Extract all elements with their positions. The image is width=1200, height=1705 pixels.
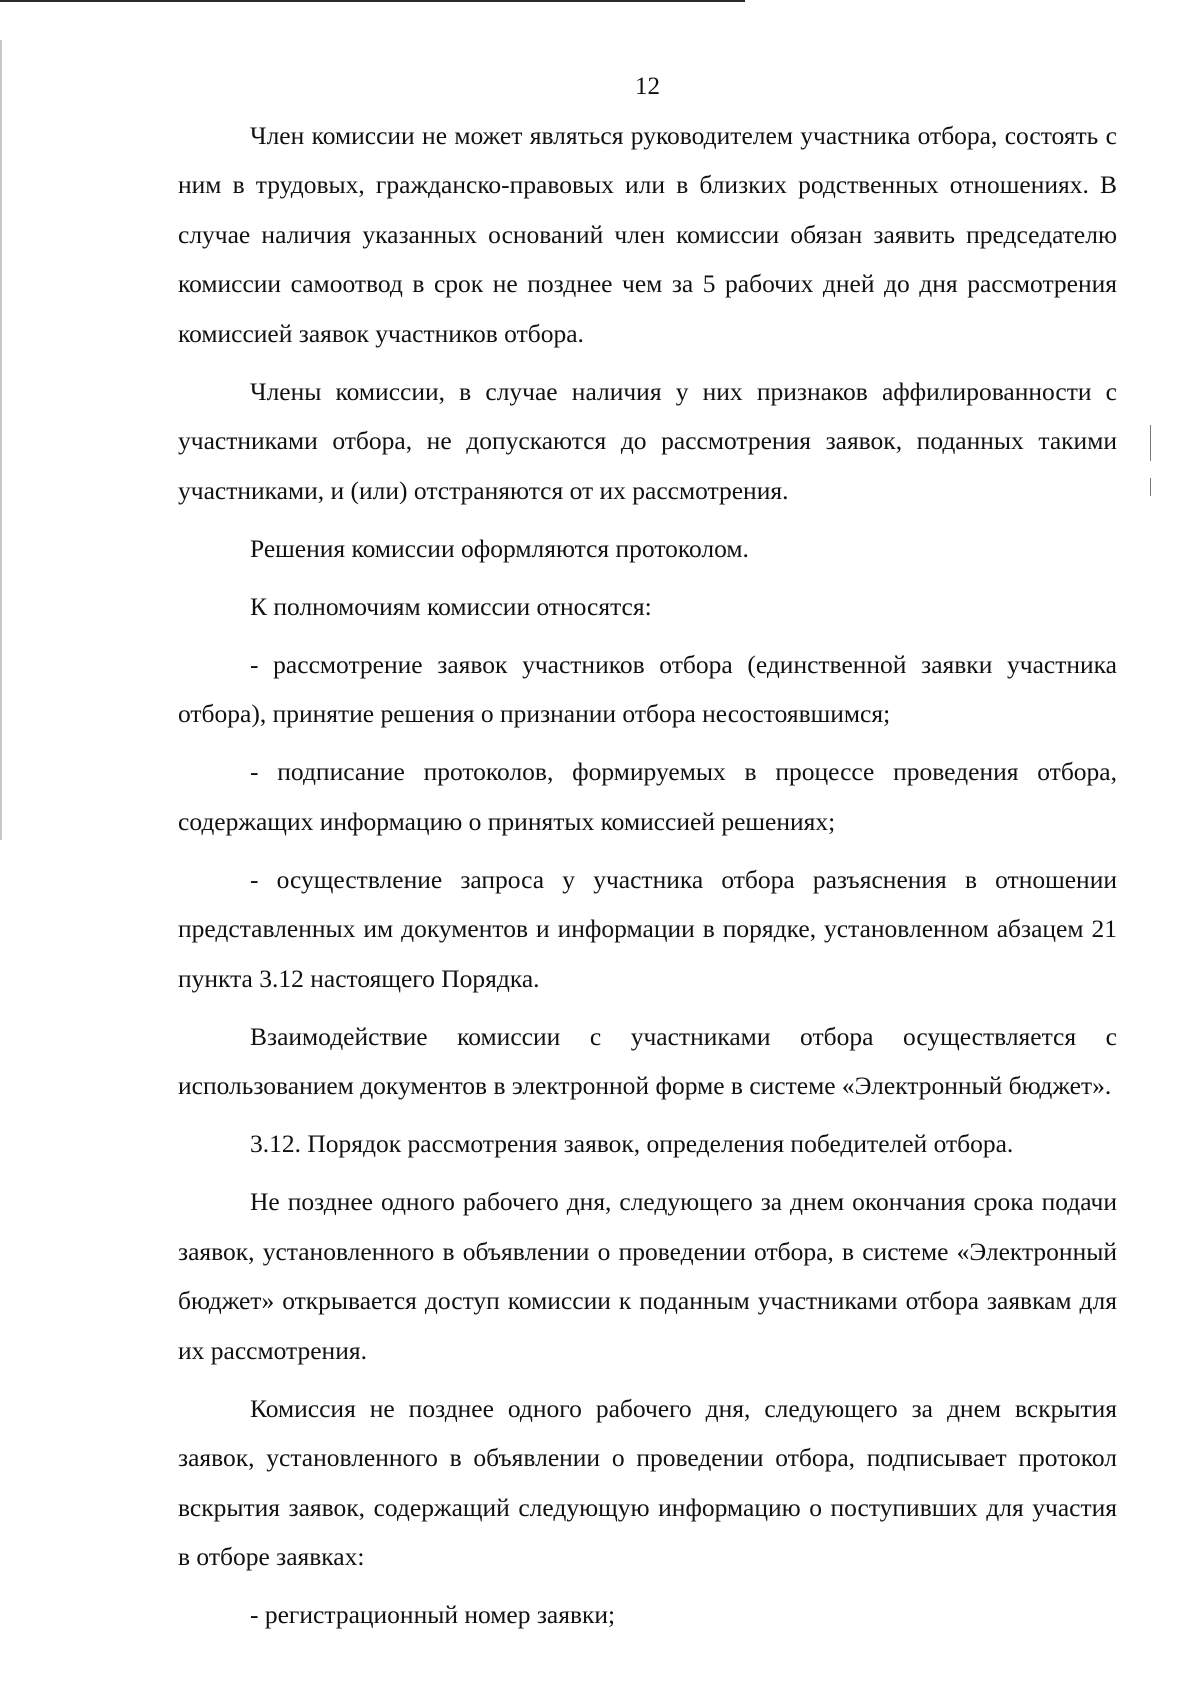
paragraph-decisions-protocol: Решения комиссии оформляются протоколом. [250,533,749,563]
list-item-request-clarification: - осуществление запроса у участника отбора разъяснения в отношении представленных им документов и информации в порядке, установленном абзацем 21 пункта 3.12 настоящего Порядка. [178,864,1117,993]
list-item-sign-protocols: - подписание протоколов, формируемых в процессе проведения отбора, содержащих информацию о принятых комиссией решениях; [178,757,1117,836]
paragraph-opening-protocol: Комиссия не позднее одного рабочего дня, следующего за днем вскрытия заявок, установленного в объявлении о проведении отбора, подписывает протокол вскрытия заявок, содержащий следующую информацию о поступивших для участия в отборе заявках: [178,1393,1117,1571]
paragraph-powers-heading: К полномочиям комиссии относятся: [250,591,652,621]
paragraph-affiliation: Члены комиссии, в случае наличия у них признаков аффилированности с участниками отбора, не допускаются до рассмотрения заявок, поданных такими участниками, и (или) отстраняются от их рассмотрения. [178,376,1117,505]
page-number: 12 [635,73,660,100]
list-item-registration-number: - регистрационный номер заявки; [250,1600,616,1629]
document-body [178,111,1117,1649]
list-item-review-applications: - рассмотрение заявок участников отбора (единственной заявки участника отбора), принятие решения о признании отбора несостоявшимся; [178,649,1117,728]
paragraph-commission-member-restrictions: Член комиссии не может являться руководителем участника отбора, состоять с ним в трудовых, гражданско-правовых или в близких родственных отношениях. В случае наличия указанных оснований член комиссии обязан заявить председателю комиссии самоотвод в срок не позднее чем за 5 рабочих дней до дня рассмотрения комиссией заявок участников отбора. [178,120,1117,348]
paragraph-access-to-applications: Не позднее одного рабочего дня, следующего за днем окончания срока подачи заявок, установленного в объявлении о проведении отбора, в системе «Электронный бюджет» открывается доступ комиссии к поданным участниками отбора заявкам для их рассмотрения. [178,1187,1117,1365]
margin-mark [1150,425,1151,461]
section-heading-3-12: 3.12. Порядок рассмотрения заявок, определения победителей отбора. [250,1129,1014,1158]
margin-mark [1150,478,1151,496]
scan-top-border [0,0,745,2]
scan-left-edge [0,40,2,840]
paragraph-electronic-interaction: Взаимодействие комиссии с участниками отбора осуществляется с использованием документов в электронной форме в системе «Электронный бюджет». [178,1021,1117,1100]
